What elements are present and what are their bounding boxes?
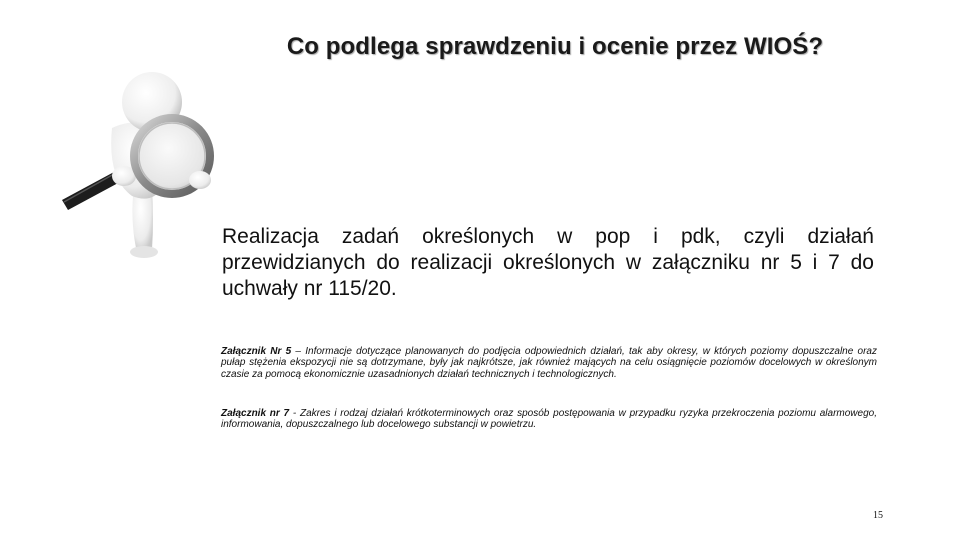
slide-title: Co podlega sprawdzeniu i ocenie przez WIOŚ? [286,33,824,60]
appendix-5-note [221,346,877,380]
main-body-text: Realizacja zadań określonych w pop i pdk, czyli działań przewidzianych do realizacji określonych w załączniku nr 5 i 7 do uchwały nr 115/20. [222,225,874,300]
appendix-7-label: Załącznik nr 7 [221,408,290,419]
figure-with-magnifying-glass-icon [52,68,242,268]
page-number: 15 [873,510,883,521]
appendix-7-text: - Zakres i rodzaj działań krótkoterminowych oraz sposób postępowania w przypadku ryzyka przekroczenia poziomu alarmowego, informowania, dopuszczalnego lub docelowego substancji w powietrzu. [221,408,877,431]
appendix-7-note [221,408,877,431]
appendix-5-text: – Informacje dotyczące planowanych do podjęcia odpowiednich działań, tak aby okresy, w których poziomy dopuszczalne oraz pułap stężenia ekspozycji nie są dotrzymane, były jak najkrótsze, jak również mających na celu osiągnięcie poziomów docelowych w określonym czasie za pomocą ekonomicznie uzasadnionych działań technicznych i technologicznych. [221,346,877,380]
appendix-5-label: Załącznik Nr 5 [221,346,292,357]
